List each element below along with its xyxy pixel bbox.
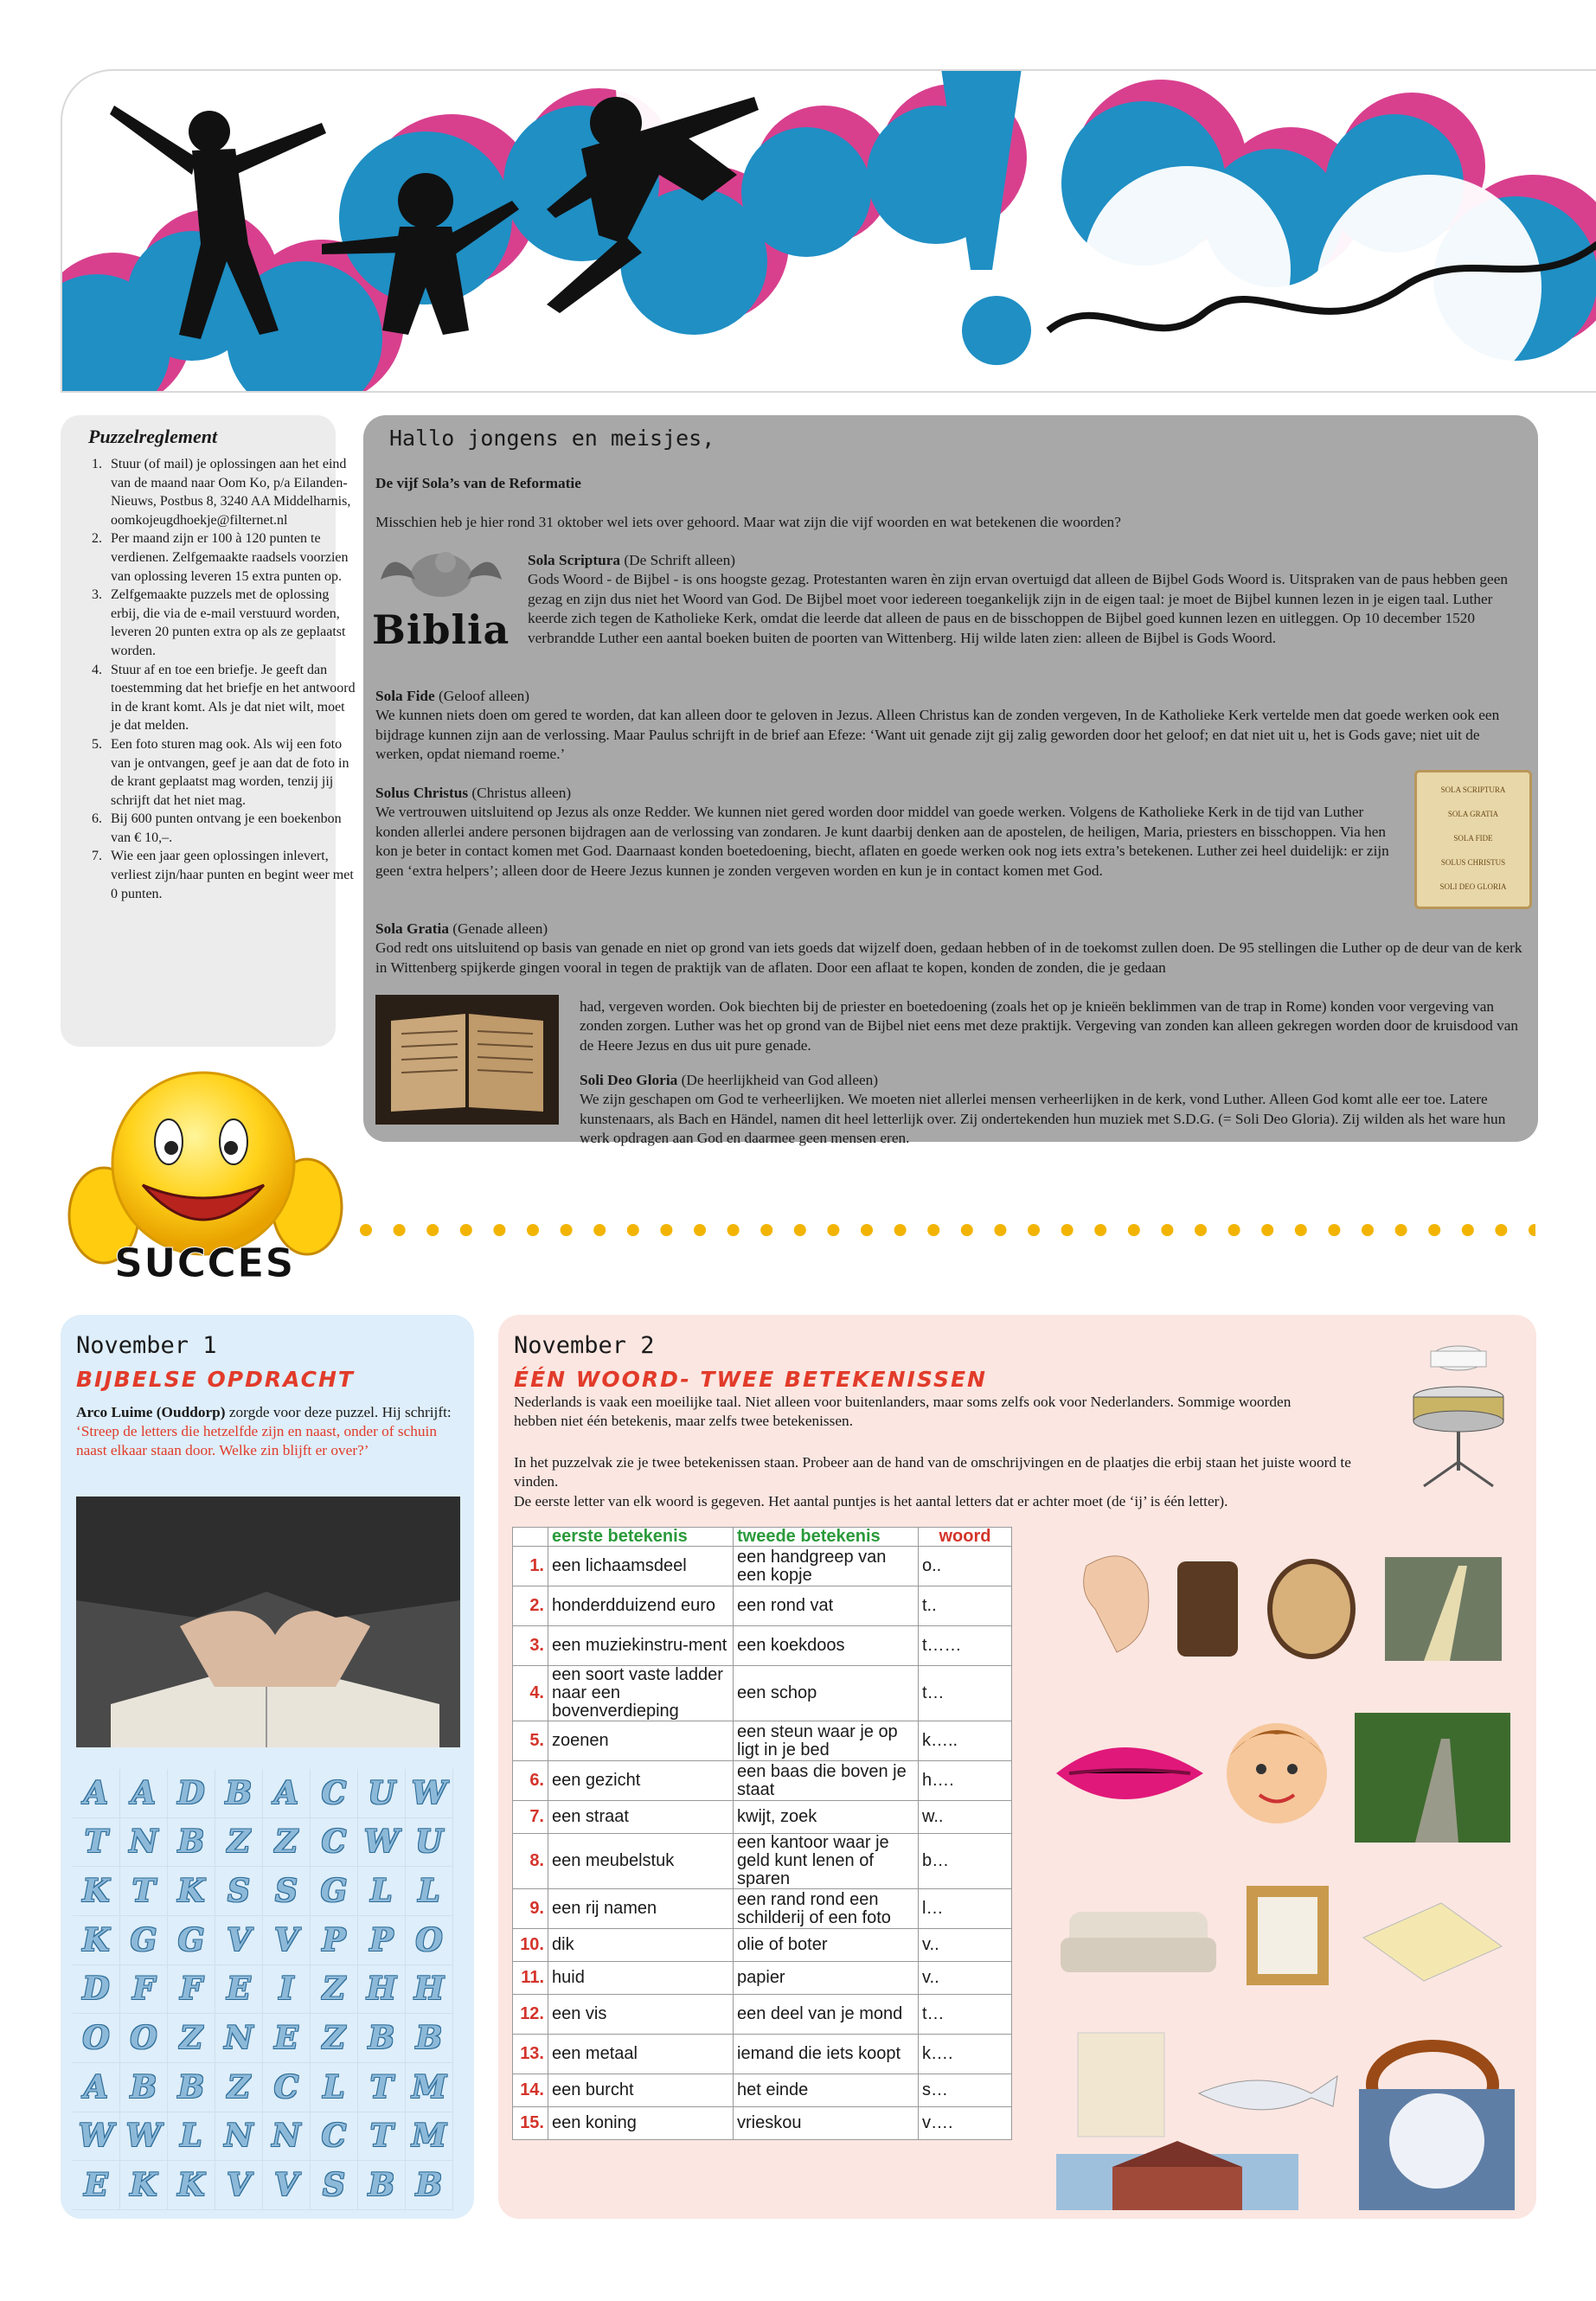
sola-fide-section — [375, 687, 1530, 765]
divider-dot — [794, 1224, 806, 1236]
row-number: 2. — [513, 1586, 548, 1626]
grid-letter: L — [406, 1867, 453, 1916]
dotted-divider — [359, 1221, 1535, 1239]
grid-letter: K — [168, 2161, 215, 2210]
sola-fide-title: Sola Fide — [375, 688, 435, 704]
face-image — [1227, 1723, 1327, 1823]
second-meaning-cell: iemand die iets koopt — [734, 2035, 919, 2074]
table-body — [513, 1547, 1012, 2140]
grid-letter: L — [358, 1867, 406, 1916]
grid-letter: P — [311, 1916, 358, 1965]
second-meaning-cell: het einde — [734, 2074, 919, 2107]
grid-letter: B — [406, 2014, 453, 2063]
second-meaning-cell: vrieskou — [734, 2107, 919, 2140]
grid-letter: S — [263, 1867, 311, 1916]
row-number: 1. — [513, 1547, 548, 1586]
clue-images — [1052, 1531, 1519, 2210]
second-meaning-cell: olie of boter — [734, 1929, 919, 1962]
rules-title: Puzzelreglement — [88, 426, 218, 447]
grid-letter: C — [311, 1769, 358, 1818]
row-number: 5. — [513, 1721, 548, 1761]
grid-letter: I — [263, 1965, 311, 2015]
divider-dot — [1261, 1224, 1273, 1236]
table-row — [513, 1761, 1012, 1801]
divider-dot — [527, 1224, 539, 1236]
biblia-label: Biblia — [372, 606, 510, 653]
word-cell: s… — [919, 2074, 1012, 2107]
article-intro: Misschien heb je hier rond 31 oktober wel iets over gehoord. Maar wat zijn die vijf woorden en wat betekenen die woorden? — [375, 514, 1121, 530]
scroll-line: SOLA FIDE — [1453, 834, 1493, 843]
reformation-article — [363, 415, 1538, 1147]
rule-item: 2. Per maand zijn er 100 à 120 punten te verdienen. Zelfgemaakte raadsels voorzien van oplossing leveren 15 extra punten op. — [106, 529, 358, 586]
grid-letter: B — [215, 1769, 263, 1818]
row-number: 11. — [513, 1962, 548, 1995]
ear-image — [1084, 1556, 1149, 1652]
word-cell: o.. — [919, 1547, 1012, 1586]
divider-dot — [593, 1224, 606, 1236]
divider-dot — [660, 1224, 672, 1236]
rule-item: 5. Een foto sturen mag ook. Als wij een foto van je ontvangen, geef je aan dat de foto in de krant geplaatst mag worden, tenzij jij schrijft dat het niet mag. — [106, 735, 358, 810]
divider-dot — [1128, 1224, 1140, 1236]
sola-fide-sub: (Geloof alleen) — [434, 688, 530, 704]
rules-list — [69, 455, 358, 903]
second-meaning-cell: een koekdoos — [734, 1626, 919, 1666]
grid-letter: G — [120, 1916, 168, 1965]
soli-deo-gloria-sub: (De heerlijkheid van God alleen) — [677, 1072, 879, 1088]
divider-dot — [1362, 1224, 1374, 1236]
first-meaning-cell: een soort vaste ladder naar een bovenverdieping — [548, 1666, 734, 1721]
second-meaning-cell: een rand rond een schilderij of een foto — [734, 1889, 919, 1929]
snare-drum-image — [1407, 1332, 1510, 1488]
grid-letter: A — [73, 2063, 120, 2112]
rule-item: 1. Stuur (of mail) je oplossingen aan het eind van de maand naar Oom Ko, p/a Eilanden-Nieuws, Postbus 8, 3240 AA Middelharnis, oomkojeugdhoekje@filternet.nl — [106, 455, 358, 529]
word-cell: l… — [919, 1889, 1012, 1929]
grid-letter: K — [73, 1867, 120, 1916]
grid-letter: E — [263, 2014, 311, 2063]
puzzle-rules-box — [61, 415, 356, 1047]
table-row — [513, 1586, 1012, 1626]
grid-letter: W — [120, 2112, 168, 2162]
scroll-line: SOLA SCRIPTURA — [1440, 785, 1506, 794]
table-row — [513, 1834, 1012, 1889]
picture-clues — [1052, 1531, 1519, 2210]
second-meaning-cell: een rond vat — [734, 1586, 919, 1626]
solus-christus-text: We vertrouwen uitsluitend op Jezus als onze Redder. We kunnen niet gered worden door middel van goede werken. Volgens de Katholieke Kerk in de tijd van Luther konden allerlei andere personen bijdragen aan de verlossing van zondaren. Je kunt daarbij denken aan de apostelen, de heiligen, Maria, priesters en bisschoppen. Via hen kon je beter in contact komen met God. Daarnaast konden boetedoening, biecht, aflaten en goede werken ook nog iets extra’s betekenen. Luther zei heel duidelijk: er zijn geen ‘extra helpers’; alleen door de Heere Jezus kunnen je zonden vergeven worden en kun je in contact komen met God. — [375, 804, 1389, 879]
grid-letter: B — [358, 2161, 406, 2210]
fish-image — [1199, 2076, 1337, 2110]
table-row — [513, 2035, 1012, 2074]
stairs-image — [1385, 1557, 1502, 1661]
sola-gratia-title: Sola Gratia — [375, 920, 449, 937]
divider-dot — [1094, 1224, 1106, 1236]
grid-letter: T — [73, 1818, 120, 1868]
sola-scriptura-title: Sola Scriptura — [528, 552, 621, 568]
divider-dot — [1295, 1224, 1307, 1236]
grid-letter: B — [168, 1818, 215, 1868]
grid-letter: Z — [215, 2063, 263, 2112]
divider-dot — [460, 1224, 472, 1236]
grid-letter: T — [358, 2112, 406, 2162]
table-header — [513, 1528, 1012, 1547]
november-1-puzzle — [61, 1315, 474, 2219]
nov1-author-rest: zorgde voor deze puzzel. Hij schrijft: — [225, 1404, 452, 1420]
divider-dot — [1495, 1224, 1507, 1236]
row-number: 13. — [513, 2035, 548, 2074]
grid-letter: M — [406, 2112, 453, 2162]
grid-letter: O — [406, 1916, 453, 1965]
word-cell: k….. — [919, 1721, 1012, 1761]
lane-image — [1355, 1713, 1510, 1843]
grid-letter: S — [215, 1867, 263, 1916]
castle-image — [1056, 2141, 1298, 2210]
word-cell: v.. — [919, 1962, 1012, 1995]
divider-dot — [1462, 1224, 1474, 1236]
table-row — [513, 1889, 1012, 1929]
divider-dot — [1161, 1224, 1173, 1236]
grid-letter: O — [73, 2014, 120, 2063]
word-cell: t… — [919, 1995, 1012, 2035]
success-smiley — [61, 1068, 346, 1293]
divider-dot — [927, 1224, 939, 1236]
divider-dot — [1428, 1224, 1440, 1236]
grid-letter: H — [406, 1965, 453, 2015]
grid-letter: K — [168, 1867, 215, 1916]
divider-dot — [994, 1224, 1006, 1236]
first-meaning-cell: een meubelstuk — [548, 1834, 734, 1889]
table-row — [513, 1995, 1012, 2035]
header-number — [513, 1528, 548, 1547]
grid-letter: V — [215, 1916, 263, 1965]
nov2-subtitle: ÉÉN WOORD- TWEE BETEKENISSEN — [514, 1367, 987, 1392]
divider-dot — [1395, 1224, 1407, 1236]
grid-letter: G — [311, 1867, 358, 1916]
scroll-line: SOLA GRATIA — [1447, 810, 1499, 818]
first-meaning-cell: een vis — [548, 1995, 734, 2035]
sola-scriptura-section — [528, 551, 1527, 648]
divider-dot — [1061, 1224, 1074, 1236]
barrel-image — [1177, 1561, 1238, 1657]
solus-christus-title: Solus Christus — [375, 785, 469, 801]
grid-letter: V — [215, 2161, 263, 2210]
row-number: 7. — [513, 1801, 548, 1834]
divider-dot — [394, 1224, 406, 1236]
row-number: 4. — [513, 1666, 548, 1721]
nov2-paragraph-1: Nederlands is vaak een moeilijke taal. Niet alleen voor buitenlanders, maar soms zelfs ook voor Nederlanders. Sommige woorden hebben niet één betekenis, maar zelfs twee betekenissen. — [514, 1394, 1292, 1429]
grid-letter: K — [120, 2161, 168, 2210]
grid-letter: V — [263, 2161, 311, 2210]
letter-grid — [73, 1769, 453, 2210]
grid-letter: C — [311, 1818, 358, 1868]
grid-letter: F — [120, 1965, 168, 2015]
nov2-paragraph-3: De eerste letter van elk woord is gegeven. Het aantal puntjes is het aantal letters dat er achter moet (de ‘ij’ is één letter). — [514, 1493, 1228, 1509]
word-cell: h…. — [919, 1761, 1012, 1801]
table-row — [513, 1721, 1012, 1761]
first-meaning-cell: een rij namen — [548, 1889, 734, 1929]
grid-letter: D — [73, 1965, 120, 2015]
divider-dot — [426, 1224, 439, 1236]
divider-dot — [1228, 1224, 1240, 1236]
grid-letter: A — [120, 1769, 168, 1818]
scroll-line: SOLUS CHRISTUS — [1440, 858, 1506, 867]
bible-hands-image — [76, 1497, 460, 1747]
rule-item: 3. Zelfgemaakte puzzels met de oplossing erbij, die via de e-mail verstuurd worden, leveren 20 punten extra op als ze geplaatst worden. — [106, 586, 358, 660]
divider-dot — [360, 1224, 372, 1236]
biblia-image — [372, 545, 510, 666]
solus-christus-sub: (Christus alleen) — [468, 785, 572, 801]
table-row — [513, 1929, 1012, 1962]
word-cell: k…. — [919, 2035, 1012, 2074]
word-cell: t…… — [919, 1626, 1012, 1666]
first-meaning-cell: een muziekinstru-ment — [548, 1626, 734, 1666]
first-meaning-cell: een straat — [548, 1801, 734, 1834]
grid-letter: Z — [168, 2014, 215, 2063]
praying-hands-photo — [76, 1497, 460, 1747]
sola-scriptura-text: Gods Woord - de Bijbel - is ons hoogste gezag. Protestanten waren èn zijn ervan overtuigd dat alleen de Bijbel Gods Woord is. Uitspraken van de paus hebben geen gezag en zijn dus niet het Woord van God. De Bijbel moet voor iedereen toegankelijk zijn in de eigen taal: je moet de Bijbel kunnen lezen in je eigen taal. Luther keerde zich tegen de Katholieke Kerk, omdat die leerde dat alleen de paus en de bisschoppen de Bijbel goed kunnen lezen en uitleggen. Op 10 december 1520 verbrandde Luther een aantal boeken buiten de poorten van Wittenberg. Hij wilde laten zien: alleen de Bijbel is Gods Woord. — [528, 571, 1509, 646]
second-meaning-cell: papier — [734, 1962, 919, 1995]
grid-letter: Z — [311, 2014, 358, 2063]
grid-letter: M — [406, 2063, 453, 2112]
grid-letter: V — [263, 1916, 311, 1965]
second-meaning-cell: een baas die boven je staat — [734, 1761, 919, 1801]
sola-gratia-section — [375, 920, 1530, 977]
second-meaning-cell: een kantoor waar je geld kunt lenen of sparen — [734, 1834, 919, 1889]
word-cell: v.. — [919, 1929, 1012, 1962]
grid-letter: U — [358, 1769, 406, 1818]
word-cell: t.. — [919, 1586, 1012, 1626]
grid-letter: E — [73, 2161, 120, 2210]
grid-letter: N — [263, 2112, 311, 2162]
soli-deo-gloria-section — [580, 1071, 1527, 1149]
grid-letter: A — [73, 1769, 120, 1818]
first-meaning-cell: een metaal — [548, 2035, 734, 2074]
row-number: 12. — [513, 1995, 548, 2035]
first-meaning-cell: een koning — [548, 2107, 734, 2140]
five-solas-scroll — [1414, 770, 1532, 909]
first-meaning-cell: een burcht — [548, 2074, 734, 2107]
grid-letter: K — [73, 1916, 120, 1965]
divider-dot — [961, 1224, 973, 1236]
sola-gratia-text-continued: had, vergeven worden. Ook biechten bij de priester en boetedoening (zoals het op je knieën beklimmen van de trap in Rome) konden voor vergeving van zonden zorgen. Luther was het op grond van de Bijbel niet eens met deze praktijk. Vergeving van zonden kan alleen gekregen worden door de kruisdood van de Heere Jezus en dus uit pure genade. — [580, 998, 1519, 1054]
nov2-date: November 2 — [514, 1332, 655, 1359]
row-number: 3. — [513, 1626, 548, 1666]
row-number: 8. — [513, 1834, 548, 1889]
grid-letter: B — [120, 2063, 168, 2112]
divider-dot — [627, 1224, 639, 1236]
frost-tree-image — [1359, 2089, 1515, 2210]
article-greeting: Hallo jongens en meisjes, — [389, 426, 715, 451]
grid-letter: B — [406, 2161, 453, 2210]
table-row — [513, 2074, 1012, 2107]
grid-letter: G — [168, 1916, 215, 1965]
word-cell: w.. — [919, 1801, 1012, 1834]
grid-letter: Z — [263, 1818, 311, 1868]
grid-letter: F — [168, 1965, 215, 2015]
row-number: 14. — [513, 2074, 548, 2107]
table-row — [513, 1547, 1012, 1586]
divider-dot — [1195, 1224, 1207, 1236]
header-first-meaning: eerste betekenis — [548, 1528, 734, 1547]
second-meaning-cell: een schop — [734, 1666, 919, 1721]
divider-dot — [861, 1224, 873, 1236]
grid-letter: Z — [311, 1965, 358, 2015]
divider-dot — [827, 1224, 839, 1236]
rule-item: 7. Wie een jaar geen oplossingen inlevert, verliest zijn/haar punten en begint weer met 0 punten. — [106, 847, 358, 903]
grid-letter: O — [120, 2014, 168, 2063]
grid-letter: D — [168, 1769, 215, 1818]
first-meaning-cell: een lichaamsdeel — [548, 1547, 734, 1586]
grid-letter: T — [358, 2063, 406, 2112]
butter-image — [1363, 1903, 1502, 1981]
table-row — [513, 1962, 1012, 1995]
row-number: 10. — [513, 1929, 548, 1962]
sola-gratia-text: God redt ons uitsluitend op basis van genade en niet op grond van iets goeds dat wijzelf doen, gedaan hebben of in de toekomst zullen doen. De 95 stellingen die Luther op de deur van de kerk in Wittenberg spijkerde gingen vooral in tegen de praktijk van de aflaten. Door een aflaat te kopen, konden de zonden, die je gedaan — [375, 939, 1522, 976]
table-row — [513, 1666, 1012, 1721]
row-number: 9. — [513, 1889, 548, 1929]
grid-letter: A — [263, 1769, 311, 1818]
grid-letter: P — [358, 1916, 406, 1965]
scroll-text — [1417, 772, 1529, 899]
paper-image — [1078, 2033, 1164, 2137]
first-meaning-cell: dik — [548, 1929, 734, 1962]
divider-dot — [760, 1224, 772, 1236]
angel-icon — [372, 545, 510, 606]
rule-item: 6. Bij 600 punten ontvang je een boekenbon van € 10,–. — [106, 810, 358, 847]
nov2-paragraph-2: In het puzzelvak zie je twee betekenissen staan. Probeer aan de hand van de omschrijvingen en de plaatjes die erbij staan het juiste woord te vinden. — [514, 1454, 1351, 1490]
header-banner — [61, 69, 1596, 393]
drum-image — [1270, 1561, 1353, 1657]
banner-illustration — [62, 71, 1596, 391]
grid-letter: E — [215, 1965, 263, 2015]
table-row — [513, 1626, 1012, 1666]
grid-letter: B — [358, 2014, 406, 2063]
divider-dot — [1028, 1224, 1040, 1236]
grid-letter: U — [406, 1818, 453, 1868]
grid-letter: N — [215, 2014, 263, 2063]
divider-dot — [894, 1224, 907, 1236]
lips-image — [1056, 1747, 1203, 1799]
header-word: woord — [919, 1528, 1012, 1547]
first-meaning-cell: zoenen — [548, 1721, 734, 1761]
nov1-author: Arco Luime (Ouddorp) — [76, 1404, 226, 1420]
grid-letter: H — [358, 1965, 406, 2015]
solus-christus-section — [375, 784, 1396, 881]
grid-letter: L — [311, 2063, 358, 2112]
grid-letter: N — [120, 1818, 168, 1868]
first-meaning-cell: een gezicht — [548, 1761, 734, 1801]
first-meaning-cell: huid — [548, 1962, 734, 1995]
second-meaning-cell: een deel van je mond — [734, 1995, 919, 2035]
nov1-intro — [76, 1403, 457, 1460]
sola-fide-text: We kunnen niets doen om gered te worden, dat kan alleen door te geloven in Jezus. Alleen Christus kan de zonden vergeven, In de Katholieke Kerk vertelde men dat goede werken ook een bijdrage kunnen zijn aan de verlossing. Maar Paulus schrijft in de brief aan Efeze: ‘Want uit genade zijt gij zalig geworden door het geloof; en dat niet uit u, het is Gods gave; niet uit de werken, opdat niemand roeme.’ — [375, 707, 1500, 763]
grid-letter: L — [168, 2112, 215, 2162]
rule-item: 4. Stuur af en toe een briefje. Je geeft dan toestemming dat het briefje en het antwoord in de krant komt. Als je dat niet wilt, moet je dat melden. — [106, 661, 358, 735]
divider-dot — [727, 1224, 740, 1236]
word-cell: b… — [919, 1834, 1012, 1889]
nov1-subtitle: BIJBELSE OPDRACHT — [76, 1367, 355, 1392]
divider-dot — [1328, 1224, 1340, 1236]
grid-letter: W — [358, 1818, 406, 1868]
drum-icon — [1407, 1332, 1510, 1488]
grid-letter: W — [73, 2112, 120, 2162]
scroll-line: SOLI DEO GLORIA — [1439, 882, 1507, 891]
second-meaning-cell: kwijt, zoek — [734, 1801, 919, 1834]
article-heading: De vijf Sola’s van de Reformatie — [375, 475, 581, 491]
second-meaning-cell: een steun waar je op ligt in je bed — [734, 1721, 919, 1761]
word-cell: t… — [919, 1666, 1012, 1721]
divider-dot — [493, 1224, 505, 1236]
sola-gratia-sub: (Genade alleen) — [448, 920, 548, 937]
table-row — [513, 2107, 1012, 2140]
success-caption: SUCCES — [114, 1240, 295, 1286]
grid-letter: S — [311, 2161, 358, 2210]
grid-letter: W — [406, 1769, 453, 1818]
nov1-date: November 1 — [76, 1332, 217, 1359]
november-2-puzzle — [498, 1315, 1536, 2219]
divider-dot — [561, 1224, 573, 1236]
divider-dots — [360, 1224, 1535, 1236]
old-book-image — [375, 995, 559, 1125]
second-meaning-cell: een handgreep van een kopje — [734, 1547, 919, 1586]
grid-letter: C — [311, 2112, 358, 2162]
words-table — [512, 1527, 1012, 2140]
first-meaning-cell: honderdduizend euro — [548, 1586, 734, 1626]
sola-scriptura-sub: (De Schrift alleen) — [620, 552, 735, 568]
word-cell: v…. — [919, 2107, 1012, 2140]
table-row — [513, 1801, 1012, 1834]
divider-dot — [694, 1224, 706, 1236]
grid-letter: B — [168, 2063, 215, 2112]
grid-letter: C — [263, 2063, 311, 2112]
header-second-meaning: tweede betekenis — [734, 1528, 919, 1547]
grid-letter: N — [215, 2112, 263, 2162]
soli-deo-gloria-title: Soli Deo Gloria — [580, 1072, 678, 1088]
nov1-quote: ‘Streep de letters die hetzelfde zijn en naast, onder of schuin naast elkaar staan door. Welke zin blijft er over?’ — [76, 1423, 437, 1458]
soli-deo-gloria-text: We zijn geschapen om God te verheerlijken. We moeten niet allerlei mensen verheerlijken in de kerk, vond Luther. Alleen God komt alle eer toe. Latere kunstenaars, als Bach en Händel, namen dit heel letterlijk over. Zij ondertekenden hun muziek met S.D.G. (= Soli Deo Gloria). Zij wilden als het ware hun werk opdragen aan God en daarmee geen mensen eren. — [580, 1091, 1506, 1147]
grid-letter: Z — [215, 1818, 263, 1868]
frame-image — [1247, 1886, 1329, 1985]
row-number: 6. — [513, 1761, 548, 1801]
sofa-image — [1061, 1912, 1216, 1972]
row-number: 15. — [513, 2107, 548, 2140]
divider-dot — [1529, 1224, 1535, 1236]
book-icon — [375, 995, 559, 1125]
grid-letter: T — [120, 1867, 168, 1916]
